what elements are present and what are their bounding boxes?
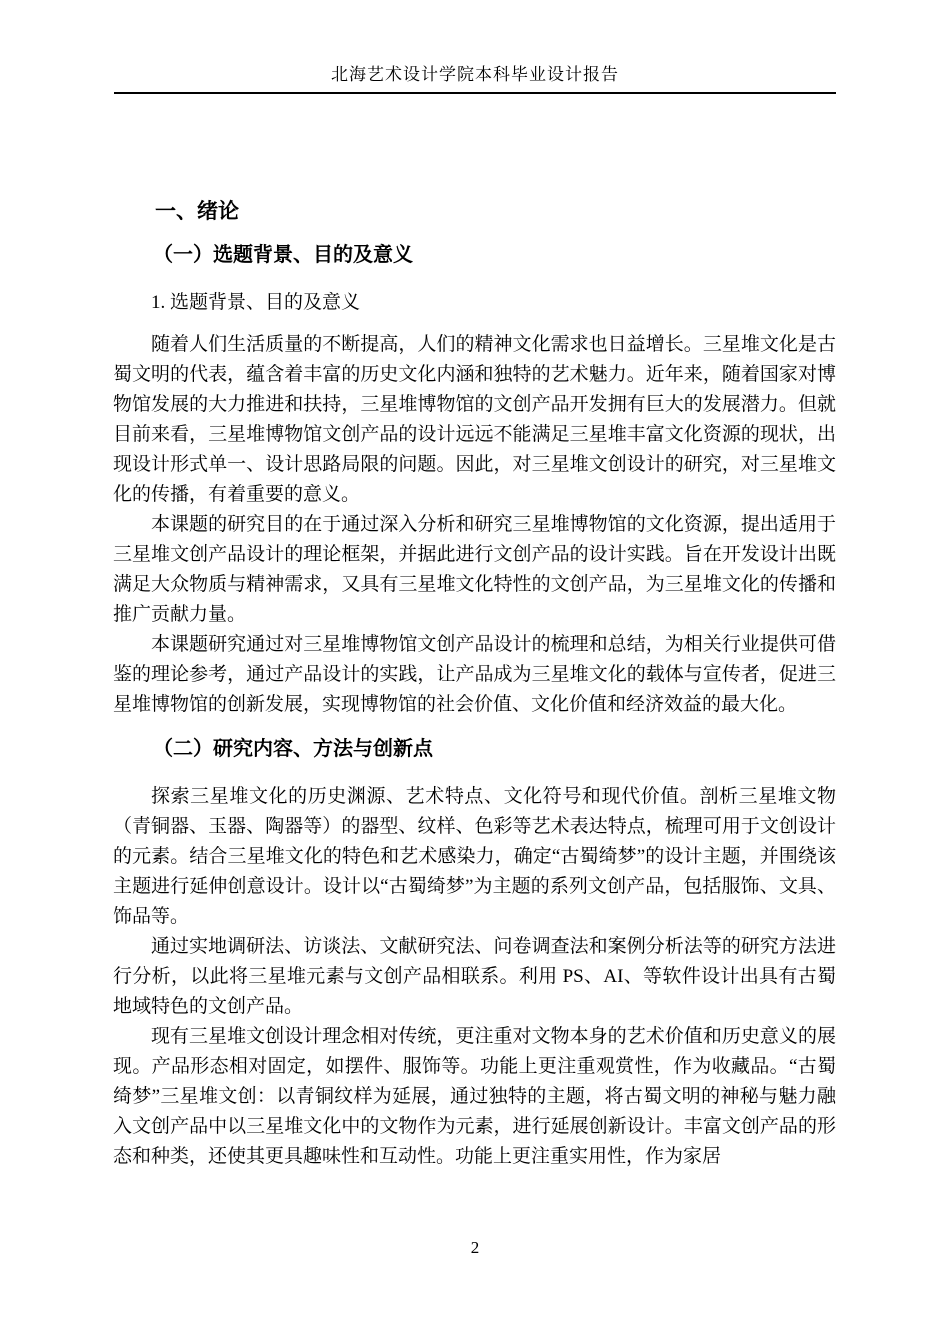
page-number: 2 — [470, 1238, 480, 1257]
paragraph-research-purpose: 本课题的研究目的在于通过深入分析和研究三星堆博物馆的文化资源，提出适用于三星堆文创产品设计的理论框架，并据此进行文创产品的设计实践。旨在开发设计出既满足大众物质与精神需求，又具有三星堆文化特性的文创产品，为三星堆文化的传播和推广贡献力量。 — [113, 514, 836, 625]
header-title: 北海艺术设计学院本科毕业设计报告 — [331, 65, 619, 84]
heading-research-content: （二）研究内容、方法与创新点 — [153, 738, 433, 760]
document-body — [113, 196, 836, 1172]
paragraph-research-content: 探索三星堆文化的历史渊源、艺术特点、文化符号和现代价值。剖析三星堆文物（青铜器、玉器、陶器等）的器型、纹样、色彩等艺术表达特点，梳理可用于文创设计的元素。结合三星堆文化的特色和艺术感染力，确定“古蜀绮梦”的设计主题，并围绕该主题进行延伸创意设计。设计以“古蜀绮梦”为主题的系列文创产品，包括服饰、文具、饰品等。 — [113, 786, 836, 927]
heading-introduction: 一、绪论 — [155, 199, 239, 223]
heading-topic-background: （一）选题背景、目的及意义 — [153, 244, 413, 266]
page-footer — [0, 1238, 950, 1258]
paragraph-research-methods: 通过实地调研法、访谈法、文献研究法、问卷调查法和案例分析法等的研究方法进行分析，以此将三星堆元素与文创产品相联系。利用 PS、AI、等软件设计出具有古蜀地域特色的文创产品。 — [113, 936, 836, 1017]
page-header — [114, 0, 836, 94]
paragraph-innovation-points: 现有三星堆文创设计理念相对传统，更注重对文物本身的艺术价值和历史意义的展现。产品形态相对固定，如摆件、服饰等。功能上更注重观赏性，作为收藏品。“古蜀绮梦”三星堆文创：以青铜纹样为延展，通过独特的主题，将古蜀文明的神秘与魅力融入文创产品中以三星堆文化中的文物作为元素，进行延展创新设计。丰富文创产品的形态和种类，还使其更具趣味性和互动性。功能上更注重实用性，作为家居 — [113, 1026, 836, 1167]
paragraph-background: 随着人们生活质量的不断提高，人们的精神文化需求也日益增长。三星堆文化是古蜀文明的代表，蕴含着丰富的历史文化内涵和独特的艺术魅力。近年来，随着国家对博物馆发展的大力推进和扶持，三星堆博物馆的文创产品开发拥有巨大的发展潜力。但就目前来看，三星堆博物馆文创产品的设计远远不能满足三星堆丰富文化资源的现状，出现设计形式单一、设计思路局限的问题。因此，对三星堆文创设计的研究，对三星堆文化的传播，有着重要的意义。 — [113, 334, 836, 505]
subheading-numbered-1: 1. 选题背景、目的及意义 — [151, 292, 361, 313]
paragraph-research-significance: 本课题研究通过对三星堆博物馆文创产品设计的梳理和总结，为相关行业提供可借鉴的理论参考，通过产品设计的实践，让产品成为三星堆文化的载体与宣传者，促进三星堆博物馆的创新发展，实现博物馆的社会价值、文化价值和经济效益的最大化。 — [113, 634, 836, 715]
